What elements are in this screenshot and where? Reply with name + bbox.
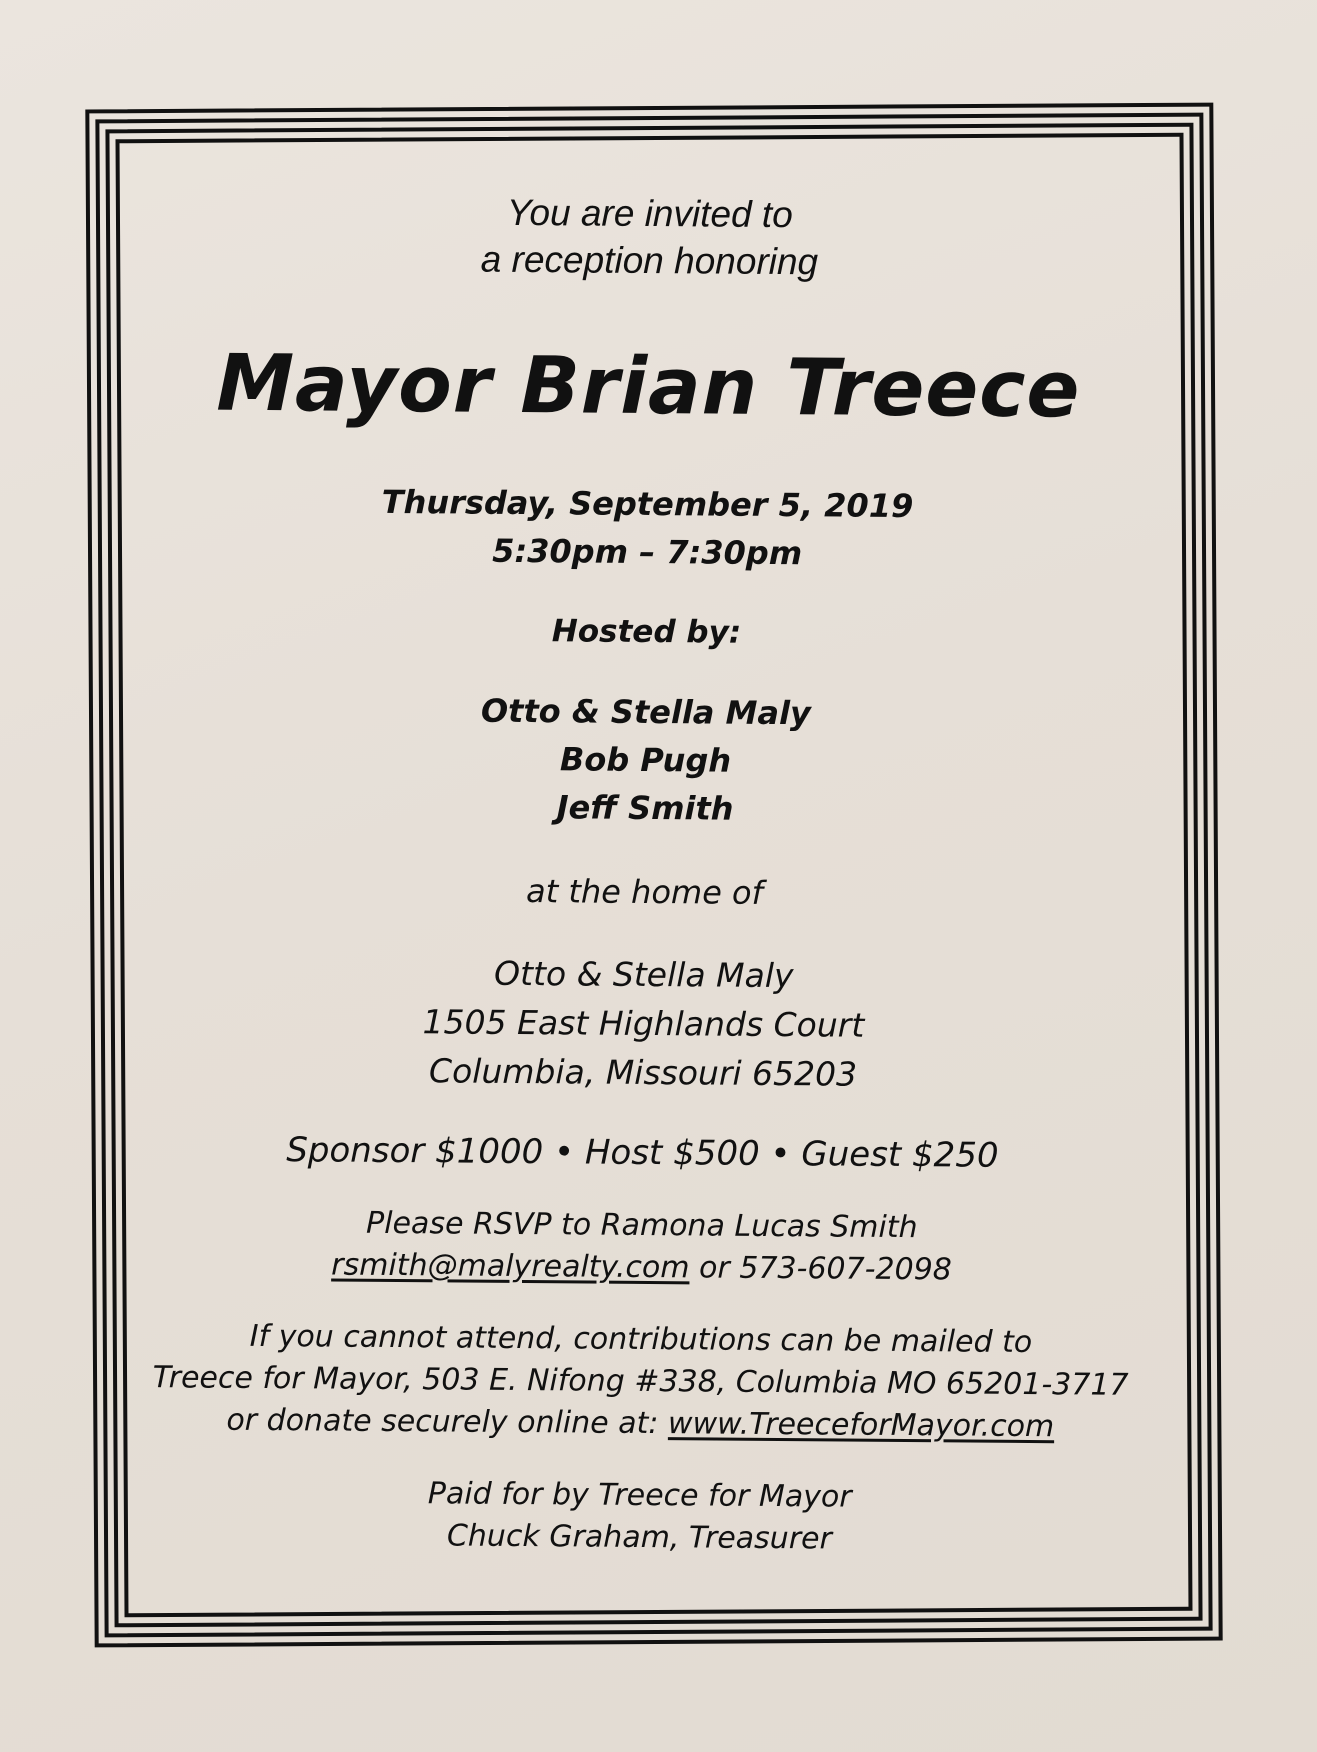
paid-for-disclaimer <box>139 1471 1140 1563</box>
address-line-2: 1505 East Highlands Court <box>422 1002 865 1045</box>
event-date: Thursday, September 5, 2019 <box>381 482 914 526</box>
honoree-name: Mayor Brian Treece <box>216 338 1081 436</box>
invitation-content <box>139 186 1150 1563</box>
venue-address <box>143 946 1144 1101</box>
host-name: Jeff Smith <box>556 788 734 828</box>
rsvp-block <box>141 1201 1142 1293</box>
host-list <box>145 684 1146 836</box>
address-line-1: Otto & Stella Maly <box>493 953 794 996</box>
home-of-label: at the home of <box>525 872 764 912</box>
host-name: Bob Pugh <box>559 740 732 780</box>
rsvp-line: Please RSVP to Ramona Lucas Smith <box>365 1205 918 1246</box>
event-time: 5:30pm – 7:30pm <box>492 531 803 573</box>
paid-for-line: Paid for by Treece for Mayor <box>427 1476 852 1515</box>
intro-line-2: a reception honoring <box>480 238 819 283</box>
contributions-online <box>140 1399 1140 1449</box>
address-line-3: Columbia, Missouri 65203 <box>428 1051 858 1094</box>
rsvp-email-link[interactable]: rsmith@malyrealty.com <box>331 1247 690 1286</box>
rsvp-contact <box>141 1243 1141 1293</box>
online-prefix: or donate securely online at: <box>226 1402 669 1442</box>
contributions-mailing-address: Treece for Mayor, 503 E. Nifong #338, Columbia MO 65201-3717 <box>152 1360 1129 1403</box>
contributions-block <box>140 1315 1141 1449</box>
rsvp-phone: or 573-607-2098 <box>689 1250 952 1288</box>
treasurer-line: Chuck Graham, Treasurer <box>446 1518 833 1557</box>
intro-line-1: You are invited to <box>506 191 793 236</box>
hosted-by-label: Hosted by: <box>551 613 742 651</box>
host-name: Otto & Stella Maly <box>480 691 812 733</box>
contributions-line-1: If you cannot attend, contributions can be mailed to <box>249 1318 1033 1361</box>
contribution-tiers: Sponsor $1000 • Host $500 • Guest $250 <box>286 1130 999 1176</box>
website-link[interactable]: www.TreeceforMayor.com <box>667 1406 1055 1445</box>
